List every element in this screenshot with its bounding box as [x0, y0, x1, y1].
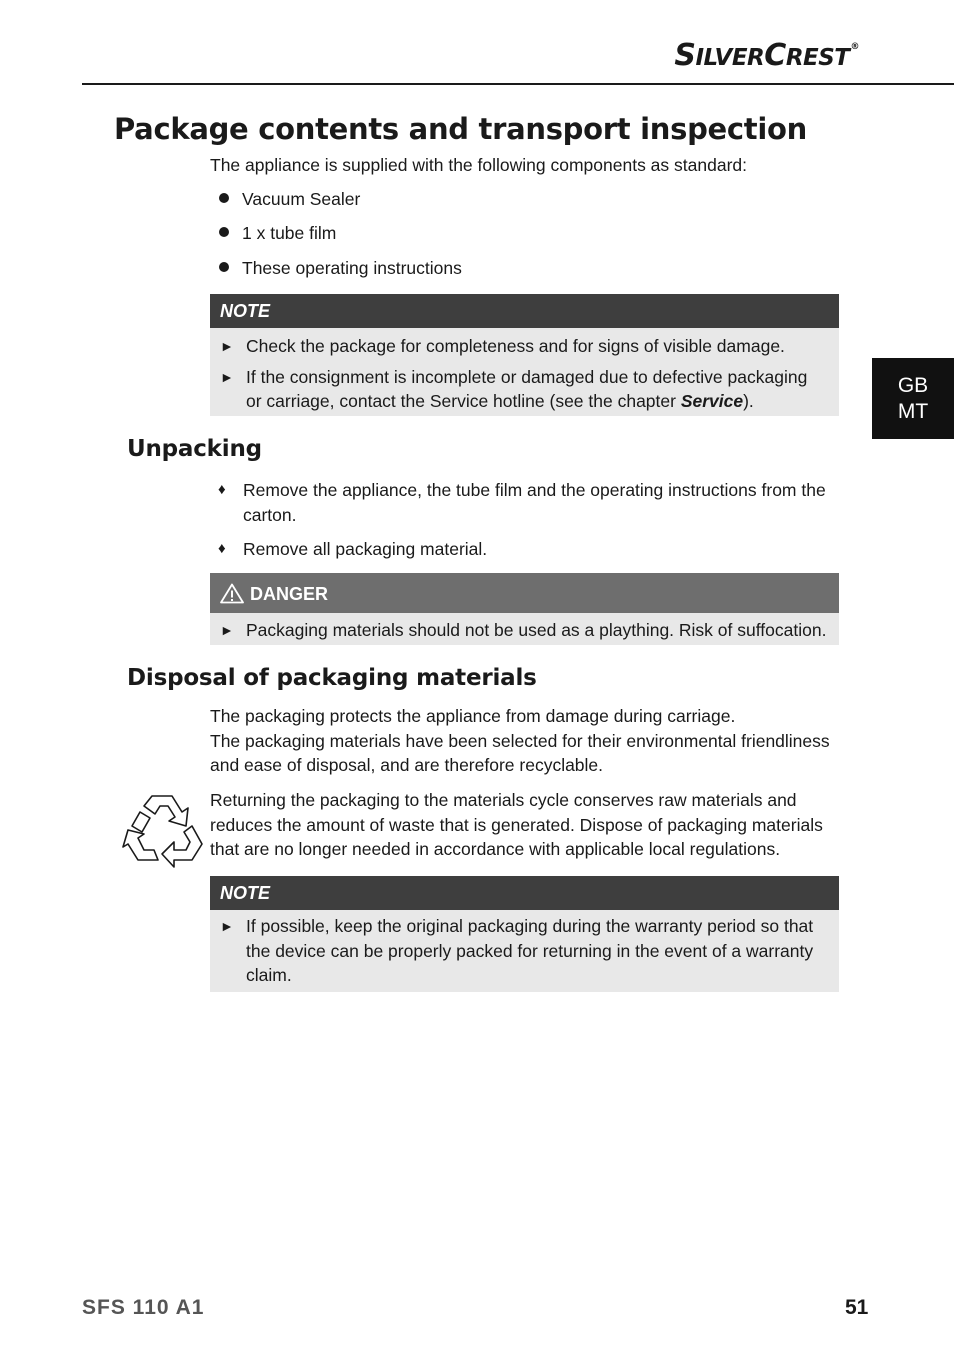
- list-item: 1 x tube film: [219, 221, 336, 246]
- brand-logo: SILVERCREST®: [674, 38, 859, 73]
- bullet-icon: [219, 262, 229, 272]
- note-box: [210, 876, 839, 992]
- list-item: ♦ Remove the appliance, the tube film and the operating instructions from the carton.: [218, 480, 826, 525]
- disposal-heading: Disposal of packaging materials: [127, 665, 537, 691]
- note-item: ► If the consignment is incomplete or damaged due to defective packaging or carriage, contact the Service hotline (see the chapter Service).: [220, 366, 808, 411]
- arrow-right-icon: ►: [220, 368, 234, 385]
- note-item: ► Check the package for completeness and for signs of visible damage.: [210, 334, 839, 359]
- note-box: [210, 294, 839, 416]
- arrow-right-icon: ►: [220, 338, 234, 354]
- list-item: Vacuum Sealer: [219, 187, 360, 212]
- language-tab: [872, 358, 954, 439]
- disposal-paragraph-1: The packaging protects the appliance from damage during carriage. The packaging materials have been selected for their environmental friendliness and ease of disposal, and are therefore recyclable.: [210, 706, 830, 775]
- language-gb: GB: [897, 373, 929, 397]
- diamond-icon: ♦: [218, 481, 226, 498]
- language-mt: MT: [897, 399, 929, 423]
- note-item: ► If possible, keep the original packaging during the warranty period so that the device can be properly packed for returning in the event of a warranty claim.: [220, 916, 814, 985]
- package-intro: The appliance is supplied with the following components as standard:: [210, 155, 747, 175]
- note-label: NOTE: [210, 294, 839, 328]
- bullet-icon: [219, 227, 229, 237]
- header-rule: [82, 83, 954, 85]
- diamond-icon: ♦: [218, 540, 226, 557]
- arrow-right-icon: ►: [220, 622, 234, 638]
- page-title: Package contents and transport inspection: [114, 112, 807, 146]
- warning-icon: [220, 583, 244, 604]
- list-item: These operating instructions: [219, 256, 462, 281]
- danger-label: DANGER: [250, 584, 329, 604]
- danger-item: ► Packaging materials should not be used as a plaything. Risk of suffocation.: [210, 618, 839, 643]
- disposal-paragraph-2: Returning the packaging to the materials cycle conserves raw materials and reduces the amount of waste that is generated. Dispose of packaging materials that are no longer needed in accordance with applicable local regulations.: [210, 790, 823, 859]
- note-label: NOTE: [210, 876, 839, 910]
- danger-header: [210, 573, 839, 613]
- footer-model: SFS 110 A1: [82, 1296, 205, 1319]
- arrow-right-icon: ►: [220, 918, 234, 934]
- unpacking-heading: Unpacking: [127, 436, 262, 462]
- danger-box: [210, 573, 839, 645]
- bullet-icon: [219, 193, 229, 203]
- recycle-icon: [122, 792, 204, 868]
- page-number: 51: [845, 1296, 869, 1319]
- list-item: ♦ Remove all packaging material.: [218, 537, 830, 562]
